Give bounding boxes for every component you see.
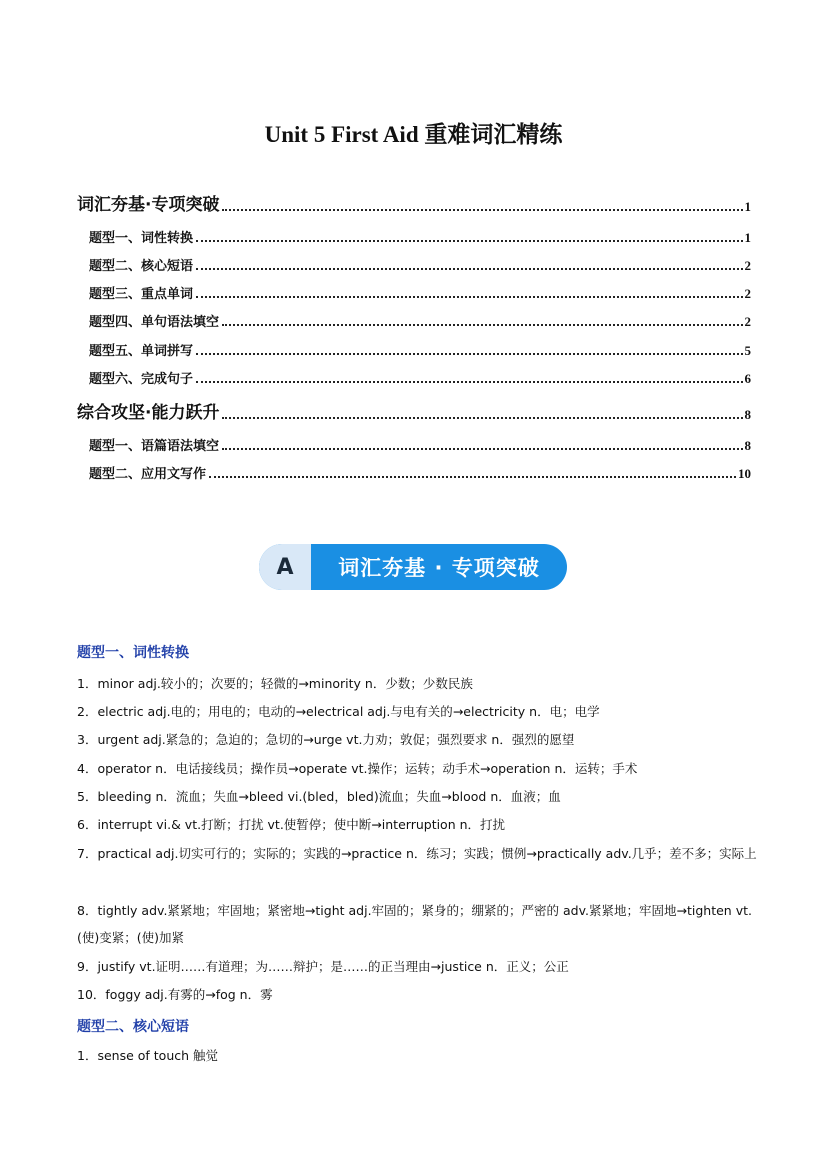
toc-entry[interactable] [77,398,751,423]
toc-page-number: 8 [744,438,751,453]
toc-entry-label: 综合攻坚·能力跃升 [77,403,220,423]
toc-page-number: 2 [744,286,751,301]
banner-text: 词汇夯基 · 专项突破 [338,556,540,580]
toc-leader [196,295,742,298]
toc-page-number: 1 [744,230,751,245]
toc-entry-label: 题型一、词性转换 [89,231,194,246]
page-title: Unit 5 First Aid 重难词汇精练 [264,122,563,147]
toc-leader [222,447,742,450]
list-item: 9．justify vt.证明……有道理；为……辩护；是……的正当理由→justice n．正义；公正 [77,959,569,974]
toc-entry-label: 题型四、单句语法填空 [89,315,220,330]
section-heading: 题型二、核心短语 [77,1019,189,1035]
toc-leader [196,352,742,355]
toc-page-number: 10 [738,466,751,481]
toc-entry[interactable] [77,283,751,302]
toc-entry-label: 题型二、核心短语 [89,259,194,274]
toc-entry[interactable] [77,340,751,359]
toc-entry-label: 题型三、重点单词 [89,287,194,302]
list-item: 8．tightly adv.紧紧地；牢固地；紧密地→tight adj.牢固的；紧身的；绷紧的；严密的 adv.紧紧地；牢固地→tighten vt.(使)变紧；(使)加紧 [77,903,752,945]
list-item: 10．foggy adj.有雾的→fog n．雾 [77,987,273,1002]
section-banner [259,544,567,590]
list-item: 6．interrupt vi.& vt.打断；打扰 vt.使暂停；使中断→interruption n．打扰 [77,817,506,832]
banner-letter: A [259,544,311,590]
toc-page-number: 8 [744,407,751,422]
toc-entry[interactable] [77,311,751,330]
toc-page-number: 6 [744,371,751,386]
toc-entry[interactable] [77,435,751,454]
toc-entry[interactable] [77,255,751,274]
toc-entry-label: 题型一、语篇语法填空 [89,439,220,454]
toc-entry-label: 题型六、完成句子 [89,372,194,387]
toc-leader [196,380,742,383]
toc-page-number: 5 [744,343,751,358]
list-item: 5．bleeding n．流血；失血→bleed vi.(bled，bled)流血；失血→blood n．血液；血 [77,789,561,804]
list-item: 1．minor adj.较小的；次要的；轻微的→minority n．少数；少数民族 [77,676,473,691]
list-item: 4．operator n．电话接线员；操作员→operate vt.操作；运转；动手术→operation n．运转；手术 [77,761,638,776]
list-item: 2．electric adj.电的；用电的；电动的→electrical adj.与电有关的→electricity n．电；电学 [77,704,600,719]
list-item: 1．sense of touch 触觉 [77,1048,219,1063]
section-heading: 题型一、词性转换 [77,645,189,661]
toc-entry[interactable] [77,463,751,482]
list-item: 7．practical adj.切实可行的；实际的；实践的→practice n．练习；实践；惯例→practically adv.几乎；差不多；实际上 [77,846,757,861]
toc-leader [196,239,742,242]
toc-page-number: 2 [744,314,751,329]
toc-entry-label: 题型五、单词拼写 [89,344,194,359]
toc-leader [209,475,736,478]
toc-leader [222,323,742,326]
toc-leader [222,208,742,211]
toc-page-number: 2 [744,258,751,273]
toc-entry[interactable] [77,368,751,387]
toc-entry-label: 词汇夯基·专项突破 [77,195,220,215]
list-item: 3．urgent adj.紧急的；急迫的；急切的→urge vt.力劝；敦促；强烈要求 n．强烈的愿望 [77,732,575,747]
toc-leader [222,416,742,419]
toc-page-number: 1 [744,199,751,214]
toc-entry-label: 题型二、应用文写作 [89,467,207,482]
toc-leader [196,267,742,270]
toc-entry[interactable] [77,227,751,246]
toc-entry[interactable] [77,190,751,215]
